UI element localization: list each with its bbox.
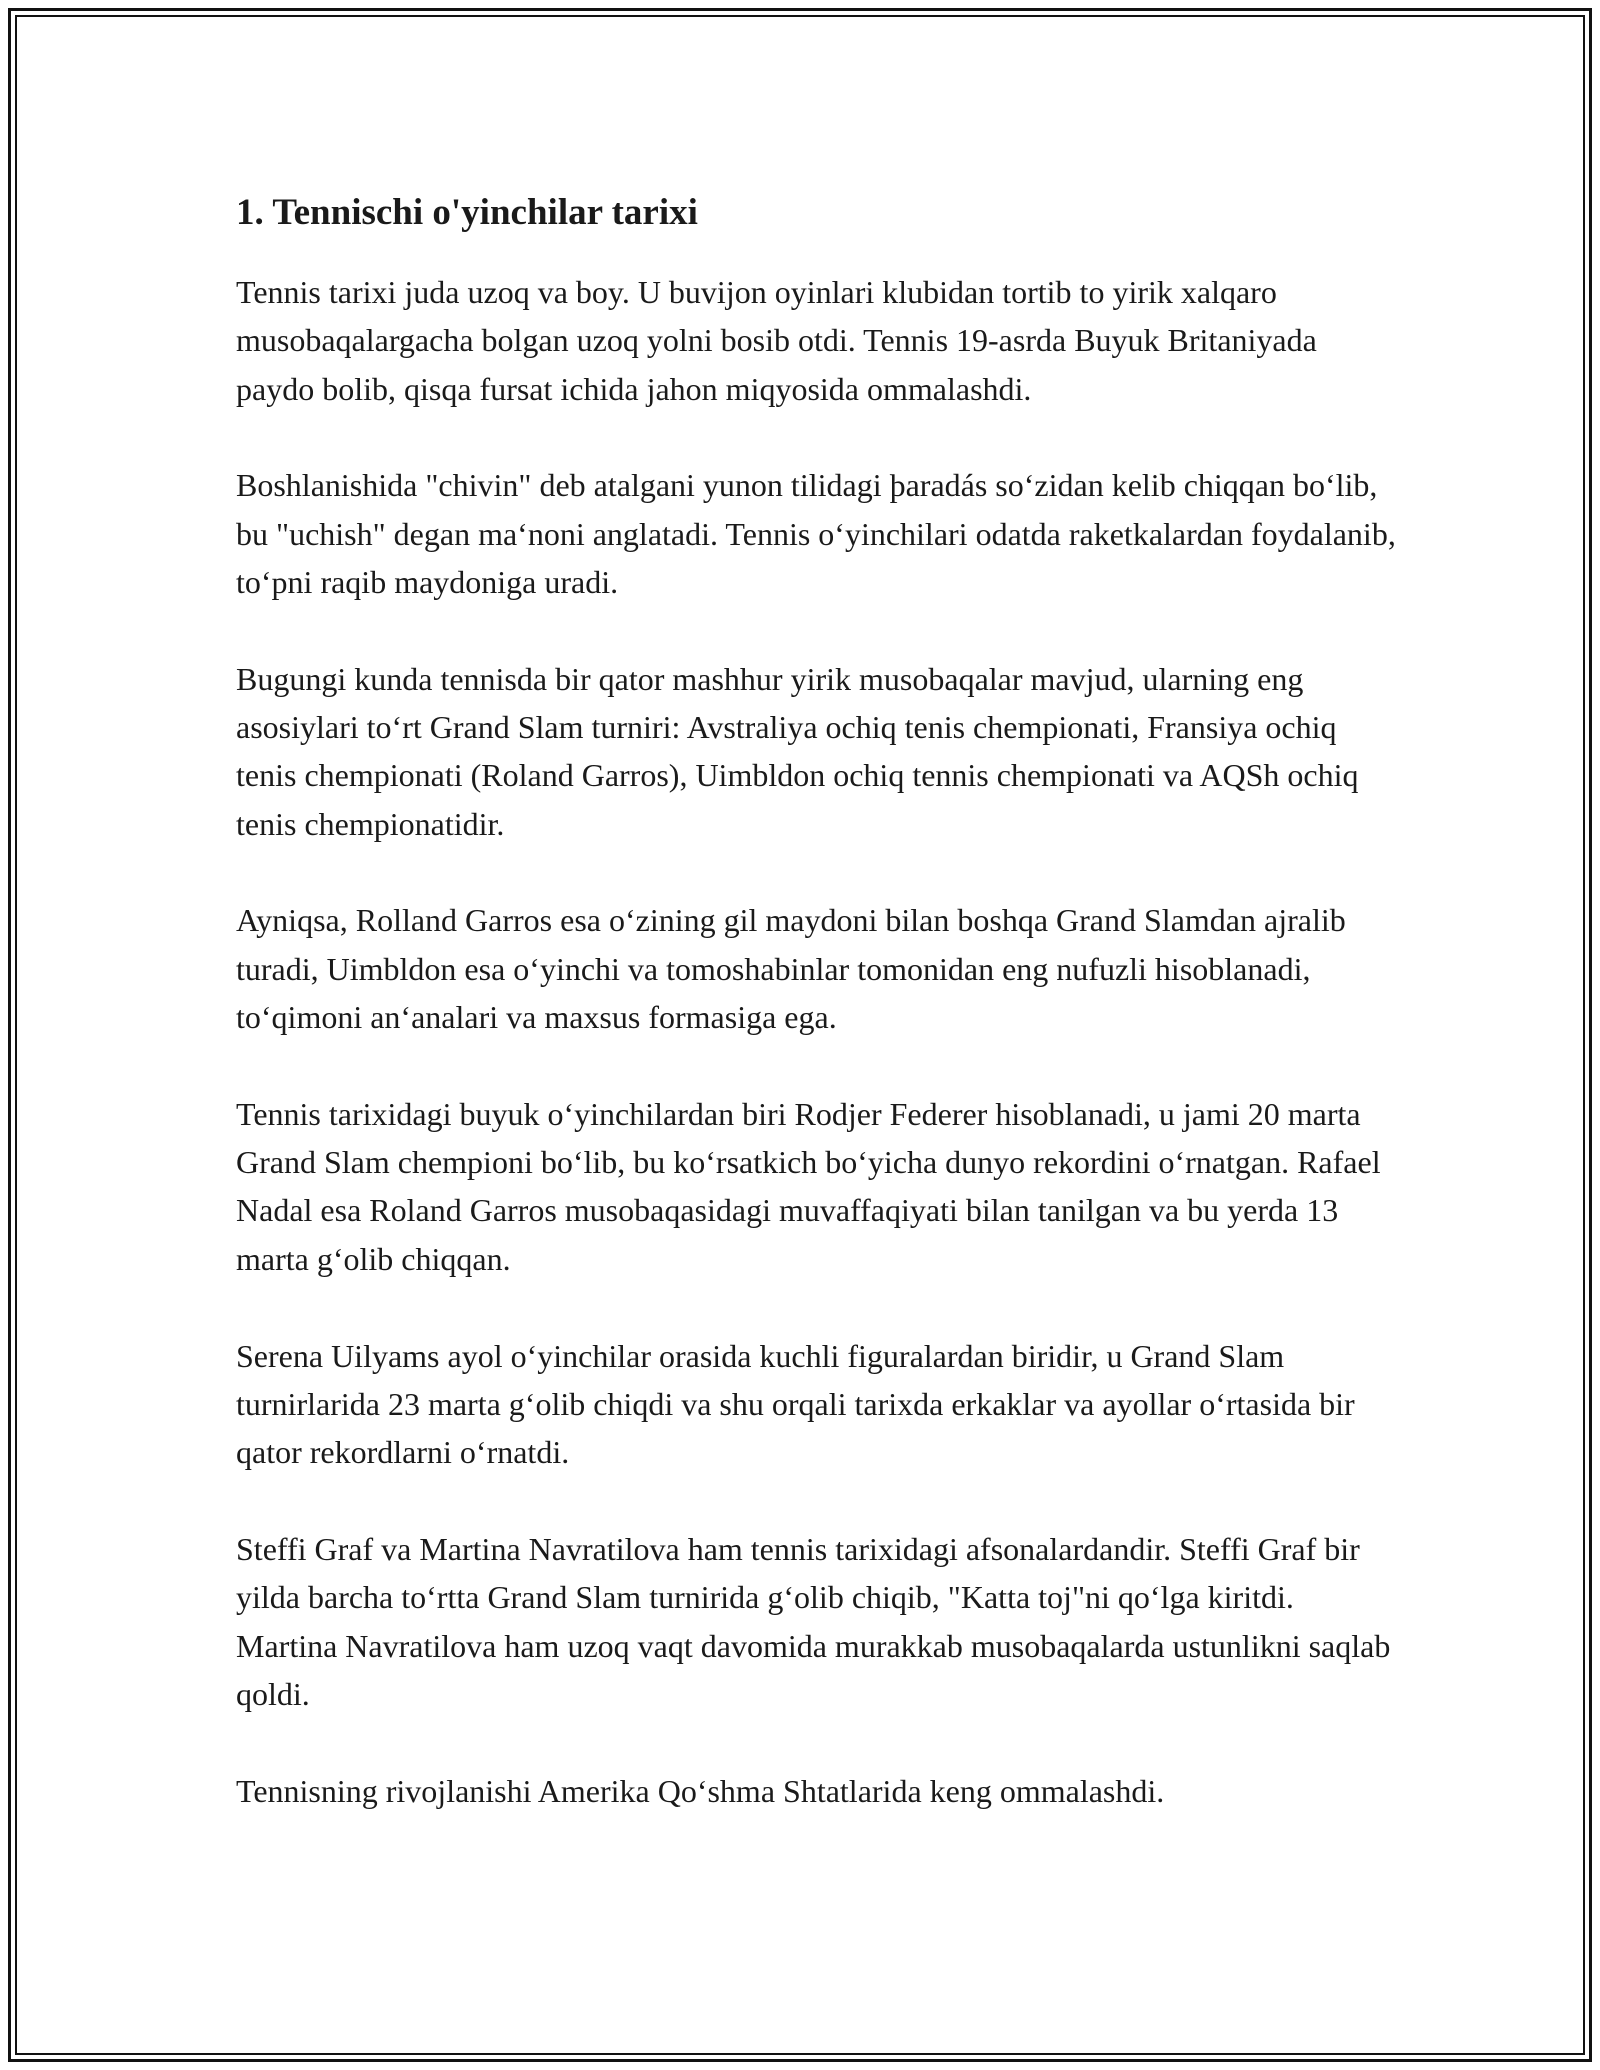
paragraph-serena-williams: Serena Uilyams ayol oʻyinchilar orasida kuchli figuralardan biridir, u Grand Slam turnirlarida 23 marta gʻolib chiqdi va shu orqali tarixda erkaklar va ayollar oʻrtasida bir qator rekordlarni oʻrnatdi. bbox=[236, 1337, 1355, 1471]
document-body bbox=[236, 185, 1396, 1863]
paragraph-graf-navratilova: Steffi Graf va Martina Navratilova ham tennis tarixidagi afsonalardandir. Steffi Graf bir yilda barcha toʻrtta Grand Slam turnirida gʻolib chiqib, "Katta toj"ni qoʻlga kiritdi. Martina Navratilova ham uzoq vaqt davomida murakkab musobaqalarda ustunlikni saqlab qoldi. bbox=[236, 1530, 1391, 1712]
section-heading: 1. Tennischi o'yinchilar tarixi bbox=[236, 192, 698, 233]
paragraph-usa-development: Tennisning rivojlanishi Amerika Qoʻshma Shtatlarida keng ommalashdi. bbox=[236, 1772, 1165, 1809]
paragraph-etymology: Boshlanishida "chivin" deb atalgani yunon tilidagi þaradás soʻzidan kelib chiqqan boʻlib, bu "uchish" degan maʻnoni anglatadi. Tennis oʻyinchilari odatda raketkalardan foydalanib, toʻpni raqib maydoniga uradi. bbox=[236, 467, 1396, 600]
paragraph-roland-garros-wimbledon: Ayniqsa, Rolland Garros esa oʻzining gil maydoni bilan boshqa Grand Slamdan ajralib turadi, Uimbldon esa oʻyinchi va tomoshabinlar tomonidan eng nufuzli hisoblanadi, toʻqimoni anʻanalari va maxsus formasiga ega. bbox=[236, 902, 1346, 1036]
paragraph-federer-nadal: Tennis tarixidagi buyuk oʻyinchilardan biri Rodjer Federer hisoblanadi, u jami 20 marta Grand Slam chempioni boʻlib, bu koʻrsatkich boʻyicha dunyo rekordini oʻrnatgan. Rafael Nadal esa Roland Garros musobaqasidagi muvaffaqiyati bilan tanilgan va bu yerda 13 marta gʻolib chiqqan. bbox=[236, 1095, 1381, 1277]
paragraph-history-intro: Tennis tarixi juda uzoq va boy. U buvijon oyinlari klubidan tortib to yirik xalqaro musobaqalargacha bolgan uzoq yolni bosib otdi. Tennis 19-asrda Buyuk Britaniyada paydo bolib, qisqa fursat ichida jahon miqyosida ommalashdi. bbox=[236, 274, 1317, 407]
paragraph-grand-slam: Bugungi kunda tennisda bir qator mashhur yirik musobaqalar mavjud, ularning eng asosiylari toʻrt Grand Slam turniri: Avstraliya ochiq tenis chempionati, Fransiya ochiq tenis chempionati (Roland Garros), Uimbldon ochiq tennis chempionati va AQSh ochiq tenis chempionatidir. bbox=[236, 660, 1359, 842]
